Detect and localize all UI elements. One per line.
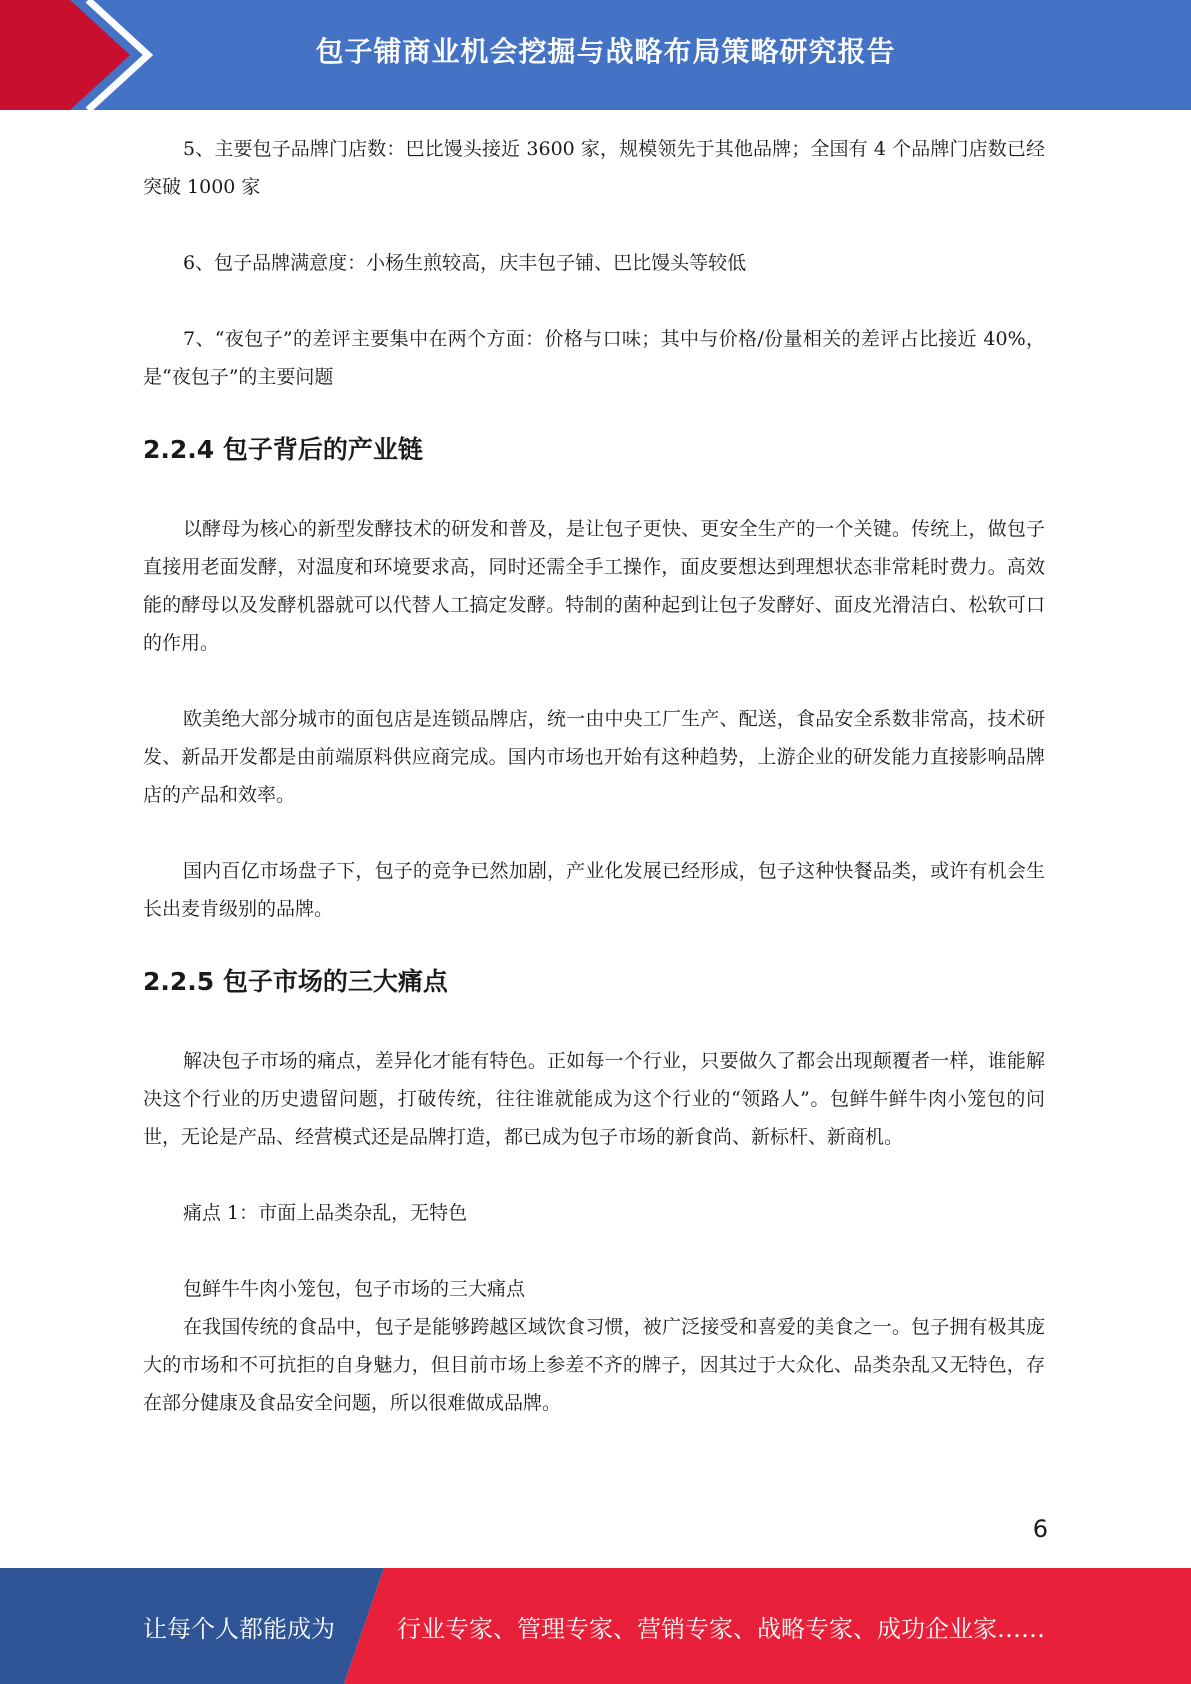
paragraph: 包鲜牛牛肉小笼包，包子市场的三大痛点 (183, 1278, 526, 1300)
page-number: 6 (1032, 1515, 1048, 1543)
paragraph: 6、包子品牌满意度：小杨生煎较高，庆丰包子铺、巴比馒头等较低 (183, 252, 747, 274)
paragraph: 欧美绝大部分城市的面包店是连锁品牌店，统一由中央工厂生产、配送，食品安全系数非常高，技术研发、新品开发都是由前端原料供应商完成。国内市场也开始有这种趋势，上游企业的研发能力直接影响品牌店的产品和效率。 (143, 708, 1045, 806)
paragraph: 痛点 1：市面上品类杂乱，无特色 (183, 1202, 468, 1224)
footer-slogan-left: 让每个人都能成为 (143, 1614, 335, 1643)
footer-slogan-right: 行业专家、管理专家、营销专家、战略专家、成功企业家…… (397, 1614, 1045, 1643)
main-content (143, 130, 1045, 1422)
page-footer (0, 1568, 1191, 1684)
section-heading: 2.2.5 包子市场的三大痛点 (143, 967, 448, 996)
paragraph: 7、“夜包子”的差评主要集中在两个方面：价格与口味；其中与价格/份量相关的差评占比接近 40%，是“夜包子”的主要问题 (143, 328, 1045, 388)
paragraph: 国内百亿市场盘子下，包子的竞争已然加剧，产业化发展已经形成，包子这种快餐品类，或许有机会生长出麦肯级别的品牌。 (143, 860, 1045, 920)
paragraph: 在我国传统的食品中，包子是能够跨越区域饮食习惯，被广泛接受和喜爱的美食之一。包子拥有极其庞大的市场和不可抗拒的自身魅力，但目前市场上参差不齐的牌子，因其过于大众化、品类杂乱又无特色，存在部分健康及食品安全问题，所以很难做成品牌。 (143, 1316, 1045, 1414)
report-title: 包子铺商业机会挖掘与战略布局策略研究报告 (315, 35, 896, 68)
paragraph: 5、主要包子品牌门店数：巴比馒头接近 3600 家，规模领先于其他品牌；全国有 4 个品牌门店数已经突破 1000 家 (143, 138, 1045, 198)
paragraph: 以酵母为核心的新型发酵技术的研发和普及，是让包子更快、更安全生产的一个关键。传统上，做包子直接用老面发酵，对温度和环境要求高，同时还需全手工操作，面皮要想达到理想状态非常耗时费力。高效能的酵母以及发酵机器就可以代替人工搞定发酵。特制的菌种起到让包子发酵好、面皮光滑洁白、松软可口的作用。 (143, 518, 1045, 654)
page-header (0, 0, 1191, 110)
paragraph: 解决包子市场的痛点，差异化才能有特色。正如每一个行业，只要做久了都会出现颠覆者一样，谁能解决这个行业的历史遗留问题，打破传统，往往谁就能成为这个行业的“领路人”。包鲜牛鲜牛肉小笼包的问世，无论是产品、经营模式还是品牌打造，都已成为包子市场的新食尚、新标杆、新商机。 (143, 1050, 1045, 1148)
section-heading: 2.2.4 包子背后的产业链 (143, 435, 423, 464)
